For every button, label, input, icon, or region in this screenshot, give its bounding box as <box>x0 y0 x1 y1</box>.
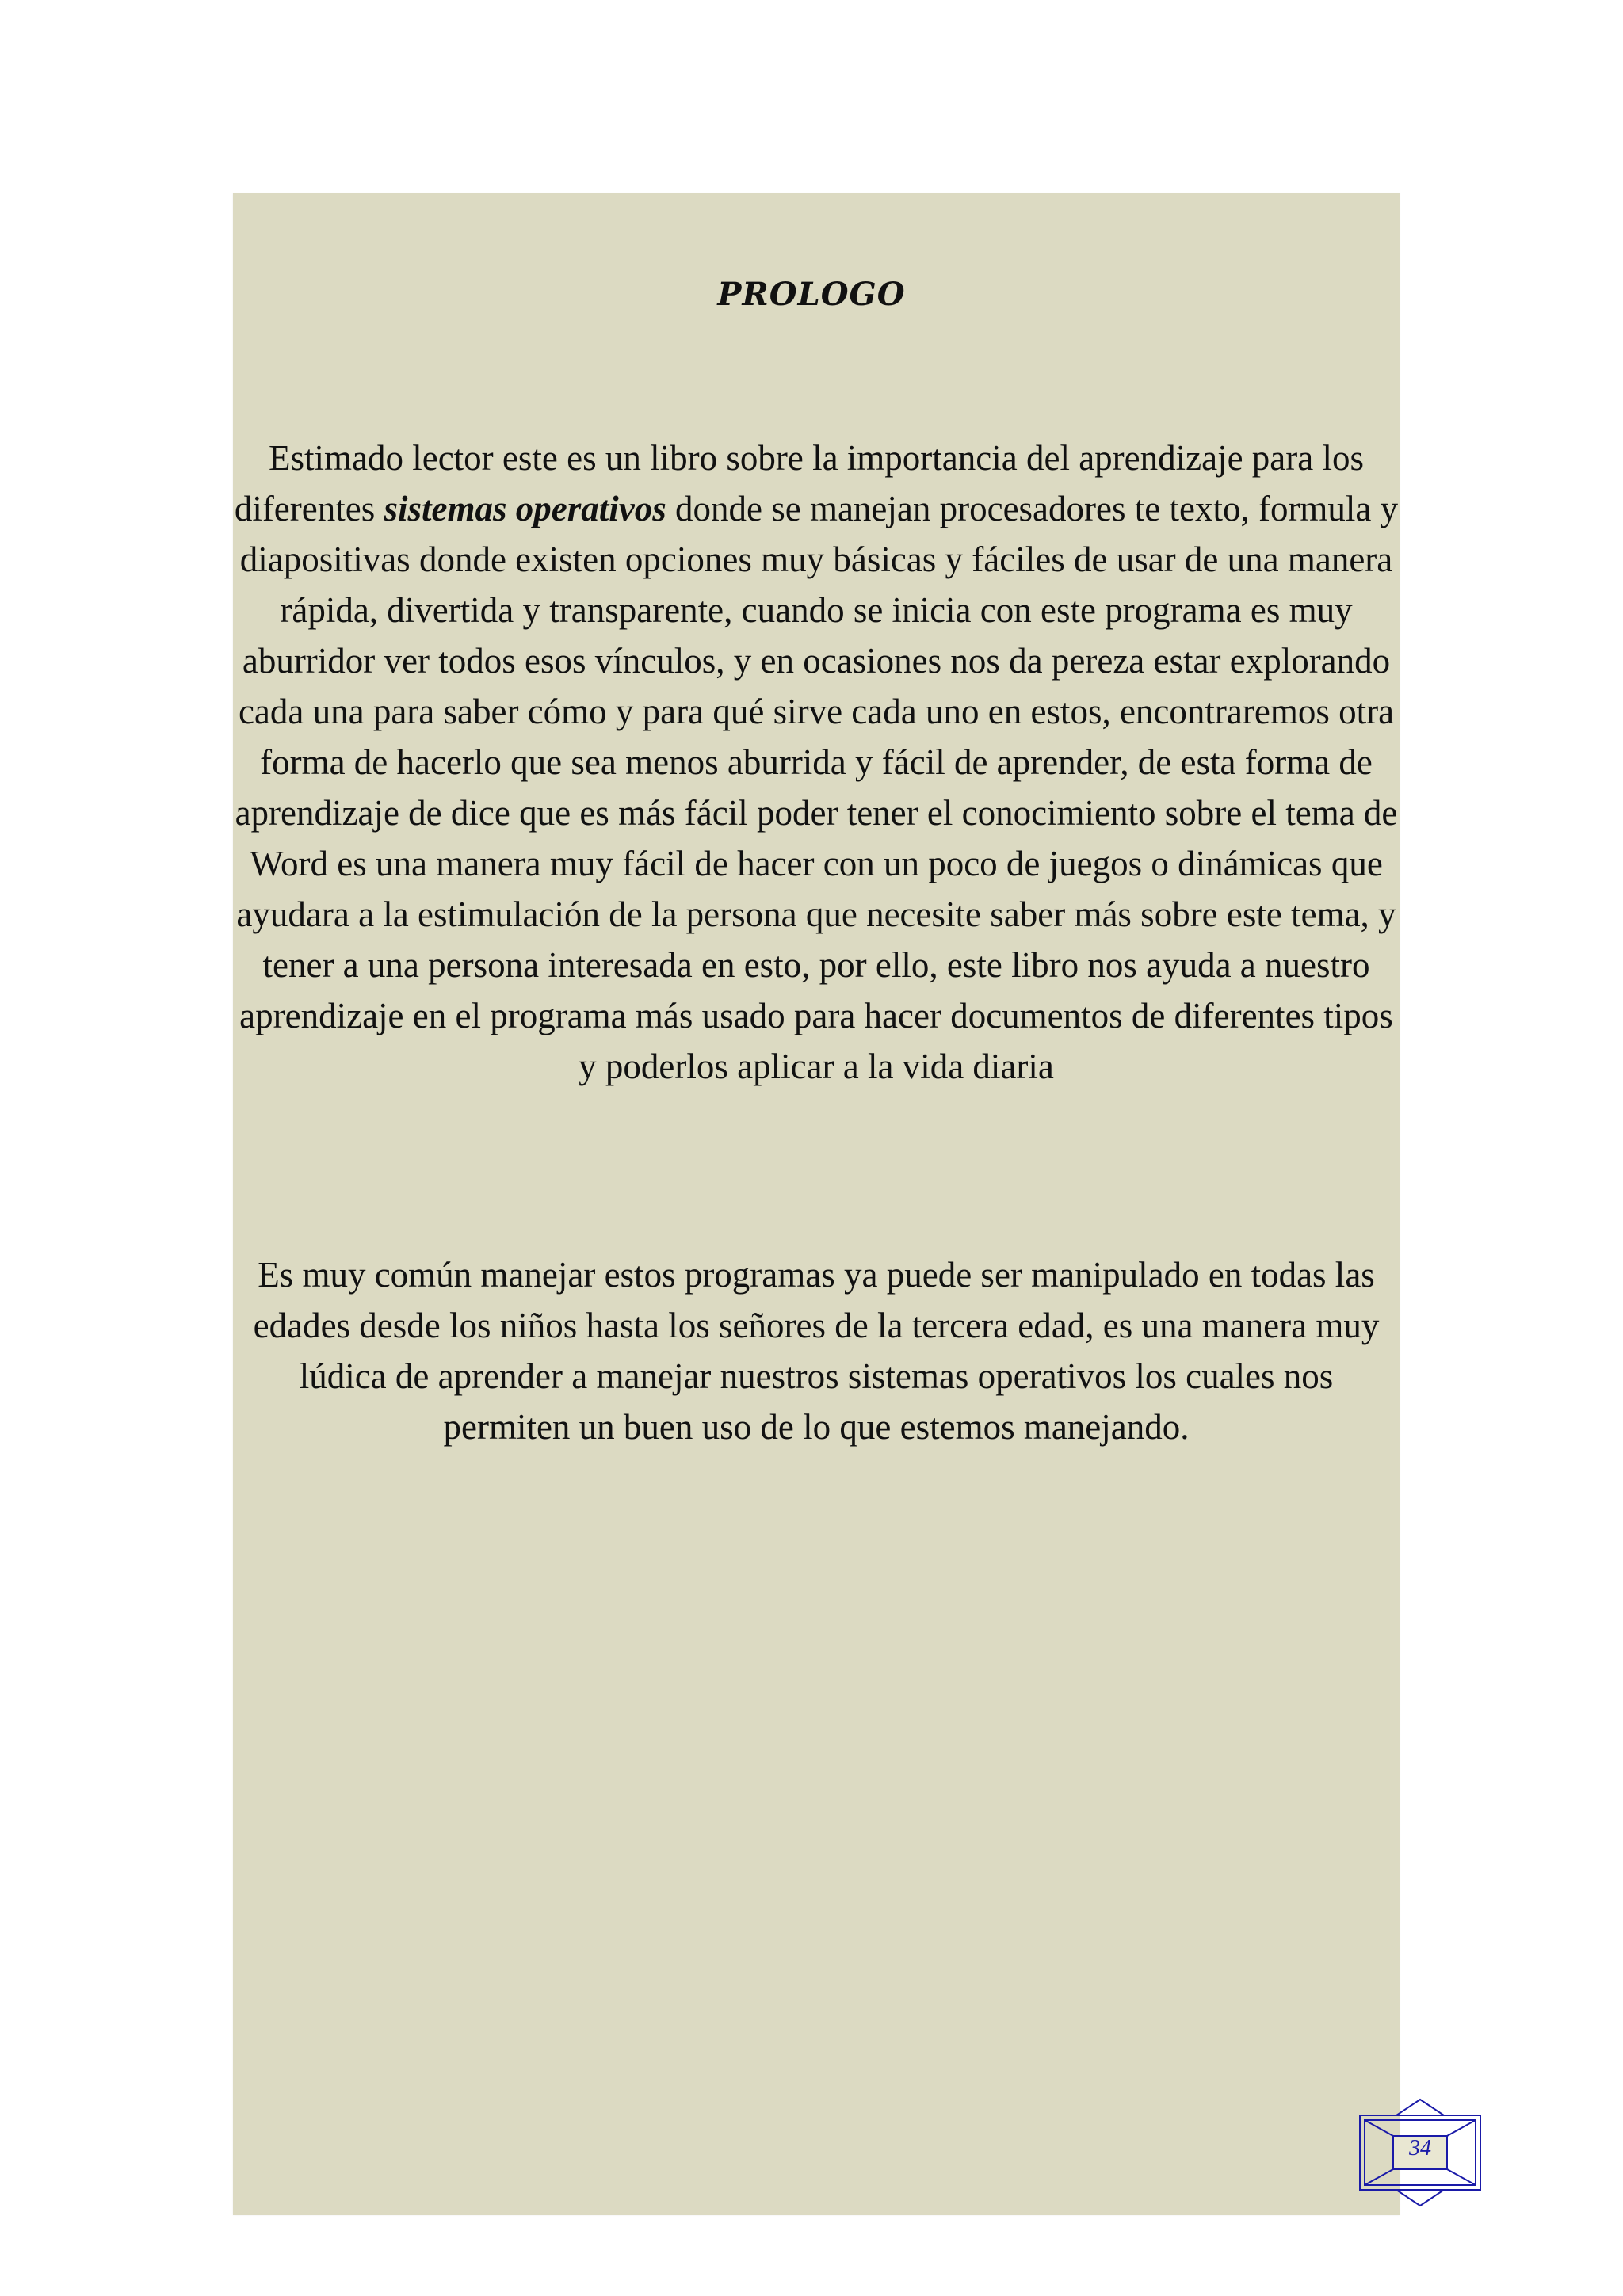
page-title: PROLOGO <box>717 276 906 313</box>
emphasis-sistemas-operativos: sistemas operativos <box>384 489 666 528</box>
paragraph-1-text-start: Estimado lector este es un libro sobre la importancia del aprendizaje para los diferentes <box>234 438 1364 528</box>
body-paragraph-2: Es muy común manejar estos programas ya puede ser manipulado en todas las edades desde los niños hasta los señores de la tercera edad, es una manera muy lúdica de aprender a manejar nuestros sistemas operativos los cuales nos permiten un buen uso de lo que estemos manejando. <box>253 1255 1380 1447</box>
page-number: 34 <box>1409 2136 1431 2161</box>
page-number-badge <box>1357 2098 1484 2207</box>
paragraph-1-text-end: donde se manejan procesadores te texto, formula y diapositivas donde existen opciones muy básicas y fáciles de usar de una manera rápida, divertida y transparente, cuando se inicia con este programa es muy aburridor ver todos esos vínculos, y en ocasiones nos da pereza estar explorando cada una para saber cómo y para qué sirve cada uno en estos, encontraremos otra forma de hacerlo que sea menos aburrida y fácil de aprender, de esta forma de aprendizaje de dice que es más fácil poder tener el conocimiento sobre el tema de Word es una manera muy fácil de hacer con un poco de juegos o dinámicas que ayudara a la estimulación de la persona que necesite saber más sobre este tema, y tener a una persona interesada en esto, por ello, este libro nos ayuda a nuestro aprendizaje en el programa más usado para hacer documentos de diferentes tipos y poderlos aplicar a la vida diaria <box>235 489 1399 1086</box>
body-paragraph-1 <box>233 433 1400 1092</box>
